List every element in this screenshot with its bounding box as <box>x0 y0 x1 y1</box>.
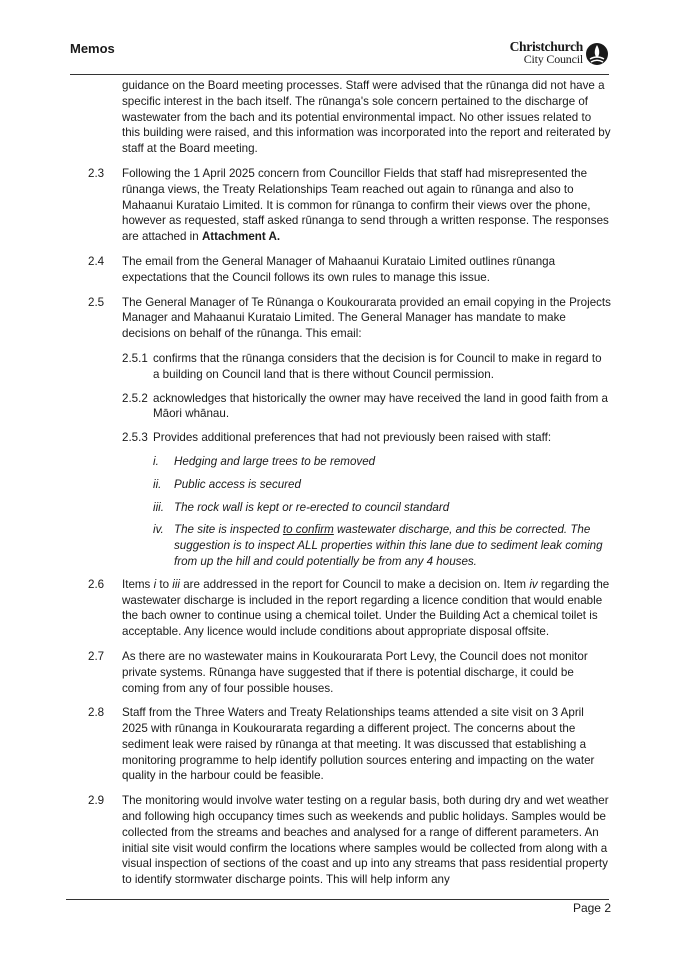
list-item-iv <box>0 522 675 569</box>
page-number: Page 2 <box>572 901 611 915</box>
memo-body <box>0 78 675 897</box>
logo-text-line1: Christchurch <box>509 39 583 54</box>
logo-text-line2: City Council <box>523 52 583 66</box>
paragraph-2-8 <box>0 705 675 784</box>
paragraph-text: Items <box>122 577 154 591</box>
attachment-reference: Attachment A. <box>201 230 281 244</box>
list-item-text: wastewater discharge, and this be corrected. The suggestion is to inspect ALL properties within this lane due to sediment leak coming from up the hill and could potentially be from any 4 houses. <box>174 523 603 568</box>
list-item-text: The rock wall is kept or re-erected to council standard <box>174 500 450 514</box>
footer-divider <box>66 899 609 900</box>
paragraph-text: to <box>156 577 173 591</box>
paragraph-number: 2.5.2 <box>122 391 148 405</box>
paragraph-number: 2.7 <box>88 649 105 663</box>
paragraph-text: The monitoring would involve water testing on a regular basis, both during dry and wet weather and following high occupancy times such as weekends and public holidays. Samples would be collected from the streams and beaches and analysed for a range of different parameters. An initial site visit would confirm the locations where samples would be collected from along with a visual inspection of sections of the coast and up into any streams that pass residential property to identify stormwater discharge points. This will help inform any <box>122 794 609 887</box>
paragraph-text: confirms that the rūnanga considers that the decision is for Council to make in regard to a building on Council land that is there without Council permission. <box>153 351 602 381</box>
council-emblem-icon <box>585 42 609 66</box>
item-reference: iv <box>529 577 538 591</box>
paragraph-number: 2.3 <box>88 166 105 180</box>
list-item-number: iv. <box>153 523 164 537</box>
list-item-text: Hedging and large trees to be removed <box>174 454 376 468</box>
paragraph-number: 2.5 <box>88 295 105 309</box>
paragraph-text: acknowledges that historically the owner may have received the land in good faith from a Māori whānau. <box>153 391 608 421</box>
paragraph-number: 2.8 <box>88 706 105 720</box>
paragraph-2-5-2 <box>0 391 675 423</box>
list-item-iii <box>0 500 675 516</box>
paragraph-2-6 <box>0 577 675 640</box>
paragraph-text: Provides additional preferences that had not previously been raised with staff: <box>153 431 552 445</box>
page-header-title: Memos <box>70 41 115 56</box>
list-item-number: iii. <box>153 500 164 514</box>
paragraph-text: The General Manager of Te Rūnanga o Koukourarata provided an email copying in the Projects Manager and Mahaanui Kurataio Limited. The General Manager has mandate to make decisions on behalf of the rūnanga. This email: <box>122 295 611 341</box>
paragraph-text: The email from the General Manager of Mahaanui Kurataio Limited outlines rūnanga expectations that the Council follows its own rules to manage this issue. <box>122 254 556 284</box>
paragraph-number: 2.5.3 <box>122 431 148 445</box>
paragraph-2-9 <box>0 793 675 888</box>
paragraph-2-4 <box>0 254 675 286</box>
underlined-text: to confirm <box>282 523 334 537</box>
paragraph-text: As there are no wastewater mains in Koukourarata Port Levy, the Council does not monitor private systems. Rūnanga have suggested that if there is potential discharge, it could be coming from any of four possible houses. <box>122 649 588 695</box>
council-logo <box>497 40 609 70</box>
list-item-number: ii. <box>153 477 162 491</box>
list-item-text: Public access is secured <box>174 477 301 491</box>
paragraph-number: 2.5.1 <box>122 351 148 365</box>
paragraph-intro: guidance on the Board meeting processes. Staff were advised that the rūnanga did not have a specific interest in the bach itself. The rūnanga's sole concern pertained to the discharge of wastewater from the bach and its potential environmental impact. No other issues related to this building were raised, and this information was incorporated into the report and reiterated by staff at the Board meeting. <box>122 79 611 156</box>
paragraph-2-7 <box>0 649 675 696</box>
paragraph-text: Following the 1 April 2025 concern from Councillor Fields that staff had misrepresented the rūnanga views, the Treaty Relationships Team reached out again to rūnanga and also to Mahaanui Kurataio Limited. It is common for rūnanga to confirm their views over the phone, however as requested, staff asked rūnanga to send through a written response. The responses are attached in <box>122 166 609 244</box>
list-item-i <box>0 454 675 470</box>
paragraph-2-3 <box>0 166 675 245</box>
paragraph-number: 2.9 <box>88 794 105 808</box>
paragraph-text: regarding the wastewater discharge is included in the report regarding a licence condition that would enable the bach owner to continue using a chemical toilet. Under the Building Act a chemical toilet is acceptable. Any licence would include conditions about appropriate disposal offsite. <box>122 577 610 639</box>
list-item-ii <box>0 477 675 493</box>
item-reference: iii <box>172 577 181 591</box>
list-item-text: The site is inspected <box>174 523 283 537</box>
paragraph-2-5-3 <box>0 430 675 446</box>
header-divider <box>70 74 609 75</box>
item-reference: i <box>153 577 157 591</box>
paragraph-2-5-1 <box>0 351 675 383</box>
paragraph-2-5 <box>0 295 675 342</box>
paragraph-number: 2.4 <box>88 254 105 268</box>
paragraph-text: are addressed in the report for Council to make a decision on. Item <box>180 577 530 591</box>
paragraph-text: Staff from the Three Waters and Treaty Relationships teams attended a site visit on 3 April 2025 with rūnanga in Koukourarata regarding a different project. The concerns about the sediment leak were raised by rūnanga at that meeting. It was discussed that establishing a monitoring programme to help identify pollution sources entering and impacting on the water quality in the harbour could be feasible. <box>122 706 595 783</box>
paragraph-number: 2.6 <box>88 577 105 591</box>
list-item-number: i. <box>153 454 159 468</box>
